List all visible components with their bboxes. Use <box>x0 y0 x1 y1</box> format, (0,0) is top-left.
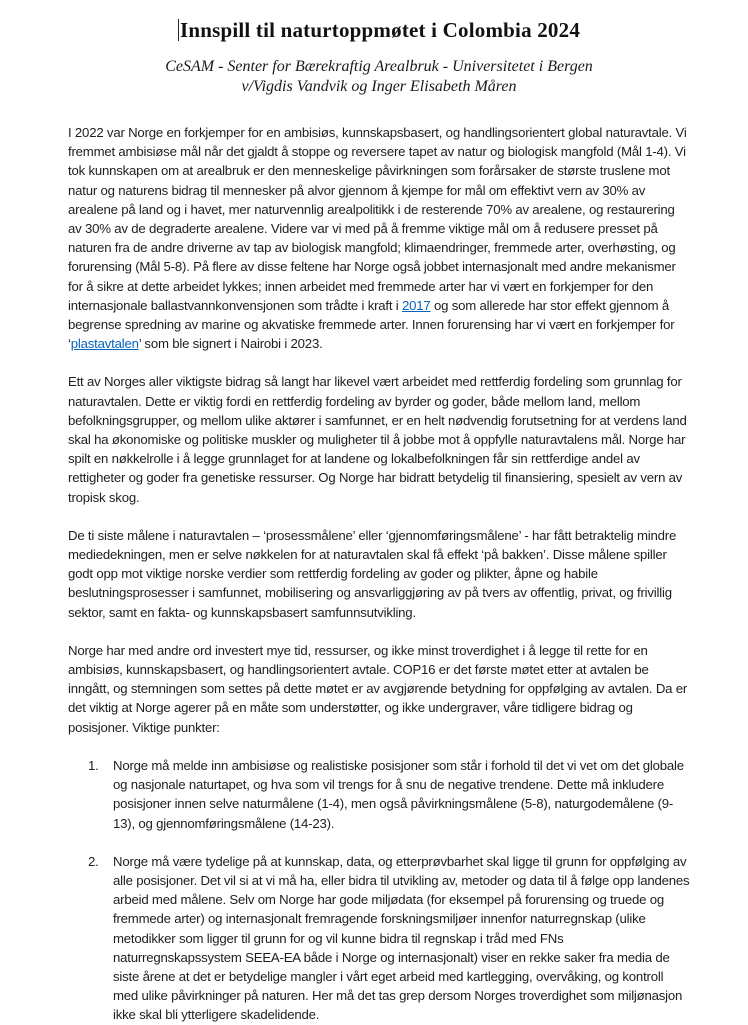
paragraph-1-text-b: og som allerede har stor effekt gjennom å begrense spredning av marine og akvatiske fremmede arter. Innen forurensing har vi vært en forkjemper for ‘ <box>68 297 675 352</box>
list-item-1-number: 1. <box>88 757 99 773</box>
numbered-list <box>68 756 690 1025</box>
document-header <box>68 18 690 43</box>
document-title: Innspill til naturtoppmøtet i Colombia 2024 <box>179 18 581 42</box>
paragraph-1-text-a: I 2022 var Norge en forkjemper for en ambisiøs, kunnskapsbasert, og handlingsorientert global naturavtale. Vi fremmet ambisiøse mål når det gjaldt å stoppe og reversere tapet av natur og biologisk mangfold (Mål 1-4). Vi tok kunnskapen om at arealbruk er den menneskelige påvirkningen som forårsaker de største truslene mot natur og naturens bidrag til mennesker på alvor gjennom å kjempe for mål om effektivt vern av 30% av arealene på land og i havet, mer naturvennlig arealpolitikk i de resterende 70% av arealene, og restaurering av 30% av de degraderte arealene. Videre var vi med på å fremme viktige mål om å redusere presset på naturen fra de andre driverne av tap av biologisk mangfold; klimaendringer, fremmede arter, overhøsting, og forurensing (Mål 5-8). På flere av disse feltene har Norge også jobbet internasjonalt med andre mekanismer for å sikre at dette arbeidet lykkes; innen arbeidet med fremmede arter har vi vært en forkjemper for den internasjonale ballastvannkonvensjonen som trådte i kraft i <box>68 125 687 313</box>
link-2017[interactable]: 2017 <box>402 297 431 313</box>
list-item-1 <box>88 756 690 833</box>
paragraph-1-text-c: ’ som ble signert i Nairobi i 2023. <box>138 336 323 352</box>
paragraph-3: De ti siste målene i naturavtalen – ‘prosessmålene’ eller ‘gjennomføringsmålene’ - har fått betraktelig mindre mediedekningen, men er selve nøkkelen for at naturavtalen skal få effekt ‘på bakken’. Disse målene spiller godt opp mot viktige norske verdier som rettferdig fordeling av goder og plikter, åpne og habile beslutningsprosesser i samfunnet, mobilisering og ansvarliggjøring av på tvers av offentlig, privat, og frivillig sektor, samt en fakta- og kunnskapsbasert samfunnsutvikling. <box>68 527 677 620</box>
list-item-2-text: Norge må være tydelige på at kunnskap, data, og etterprøvbarhet skal ligge til grunn for oppfølging av alle posisjoner. Det vil si at vi må ha, eller bidra til utvikling av, metoder og data til å følge opp landenes arbeid med målene. Selv om Norge har gode miljødata (for eksempel på forurensing og truede og fremmede arter) og internasjonalt fremragende forskningsmiljøer innenfor naturregnskap (ulike metodikker som ligger til grunn for og vil kunne bidra til regnskap i tråd med FNs naturregnskapssystem SEEA-EA både i Norge og internasjonalt) viser en rekke saker fra media de siste årene at det er betydelige mangler i vårt eget arbeid med kartlegging, overvåking, og kontroll med ulike påvirkninger på naturen. Her må det tas grep dersom Norges troverdighet som miljønasjon ikke skal bli ytterligere skadelidende. <box>113 853 690 1023</box>
paragraph-2: Ett av Norges aller viktigste bidrag så langt har likevel vært arbeidet med rettferdig fordeling som grunnlag for naturavtalen. Dette er viktig fordi en rettferdig fordeling av byrder og goder, både mellom land, mellom befolkningsgrupper, og mellom ulike aktører i samfunnet, er en helt nødvendig forutsetning for at verdens land skal ha økonomiske og politiske muskler og muligheter til å jobbe mot å oppfylle naturavtalens mål. Norge har spilt en nøkkelrolle i å legge grunnlaget for at landene og lokalbefolkningen får sin rettferdige andel av rettigheter og goder fra genetiske ressurser. Og Norge har bidratt betydelig til finansiering, spesielt av vern av tropisk skog. <box>68 374 687 505</box>
text-cursor <box>178 19 179 41</box>
paragraph-1 <box>68 123 690 353</box>
document-subtitle <box>68 57 690 97</box>
link-plastavtalen[interactable]: plastavtalen <box>70 336 139 352</box>
subtitle-line-1: CeSAM - Senter for Bærekraftig Arealbruk - Universitetet i Bergen <box>165 58 593 75</box>
document-body <box>68 123 690 1025</box>
list-item-1-text: Norge må melde inn ambisiøse og realistiske posisjoner som står i forhold til det vi vet om det globale og nasjonale naturtapet, og hva som vil trengs for å snu de negative trendene. Dette må inkludere posisjoner innen selve naturmålene (1-4), men også påvirkningsmålene (5-8), naturgodemålene (9-13), og gjennomføringsmålene (14-23). <box>113 757 684 831</box>
subtitle-line-2: v/Vigdis Vandvik og Inger Elisabeth Måren <box>241 78 517 95</box>
list-item-2-number: 2. <box>88 853 99 869</box>
paragraph-4: Norge har med andre ord investert mye tid, ressurser, og ikke minst troverdighet i å legge til rette for en ambisiøs, kunnskapsbasert, og handlingsorientert avtale. COP16 er det første møtet etter at avtalen be inngått, og stemningen som settes på dette møtet er av avgjørende betydning for oppfølging av avtalen. Da er det viktig at Norge agerer på en måte som understøtter, og ikke undergraver, våre tidligere bidrag og posisjoner. Viktige punkter: <box>68 642 688 735</box>
list-item-2 <box>88 852 690 1025</box>
